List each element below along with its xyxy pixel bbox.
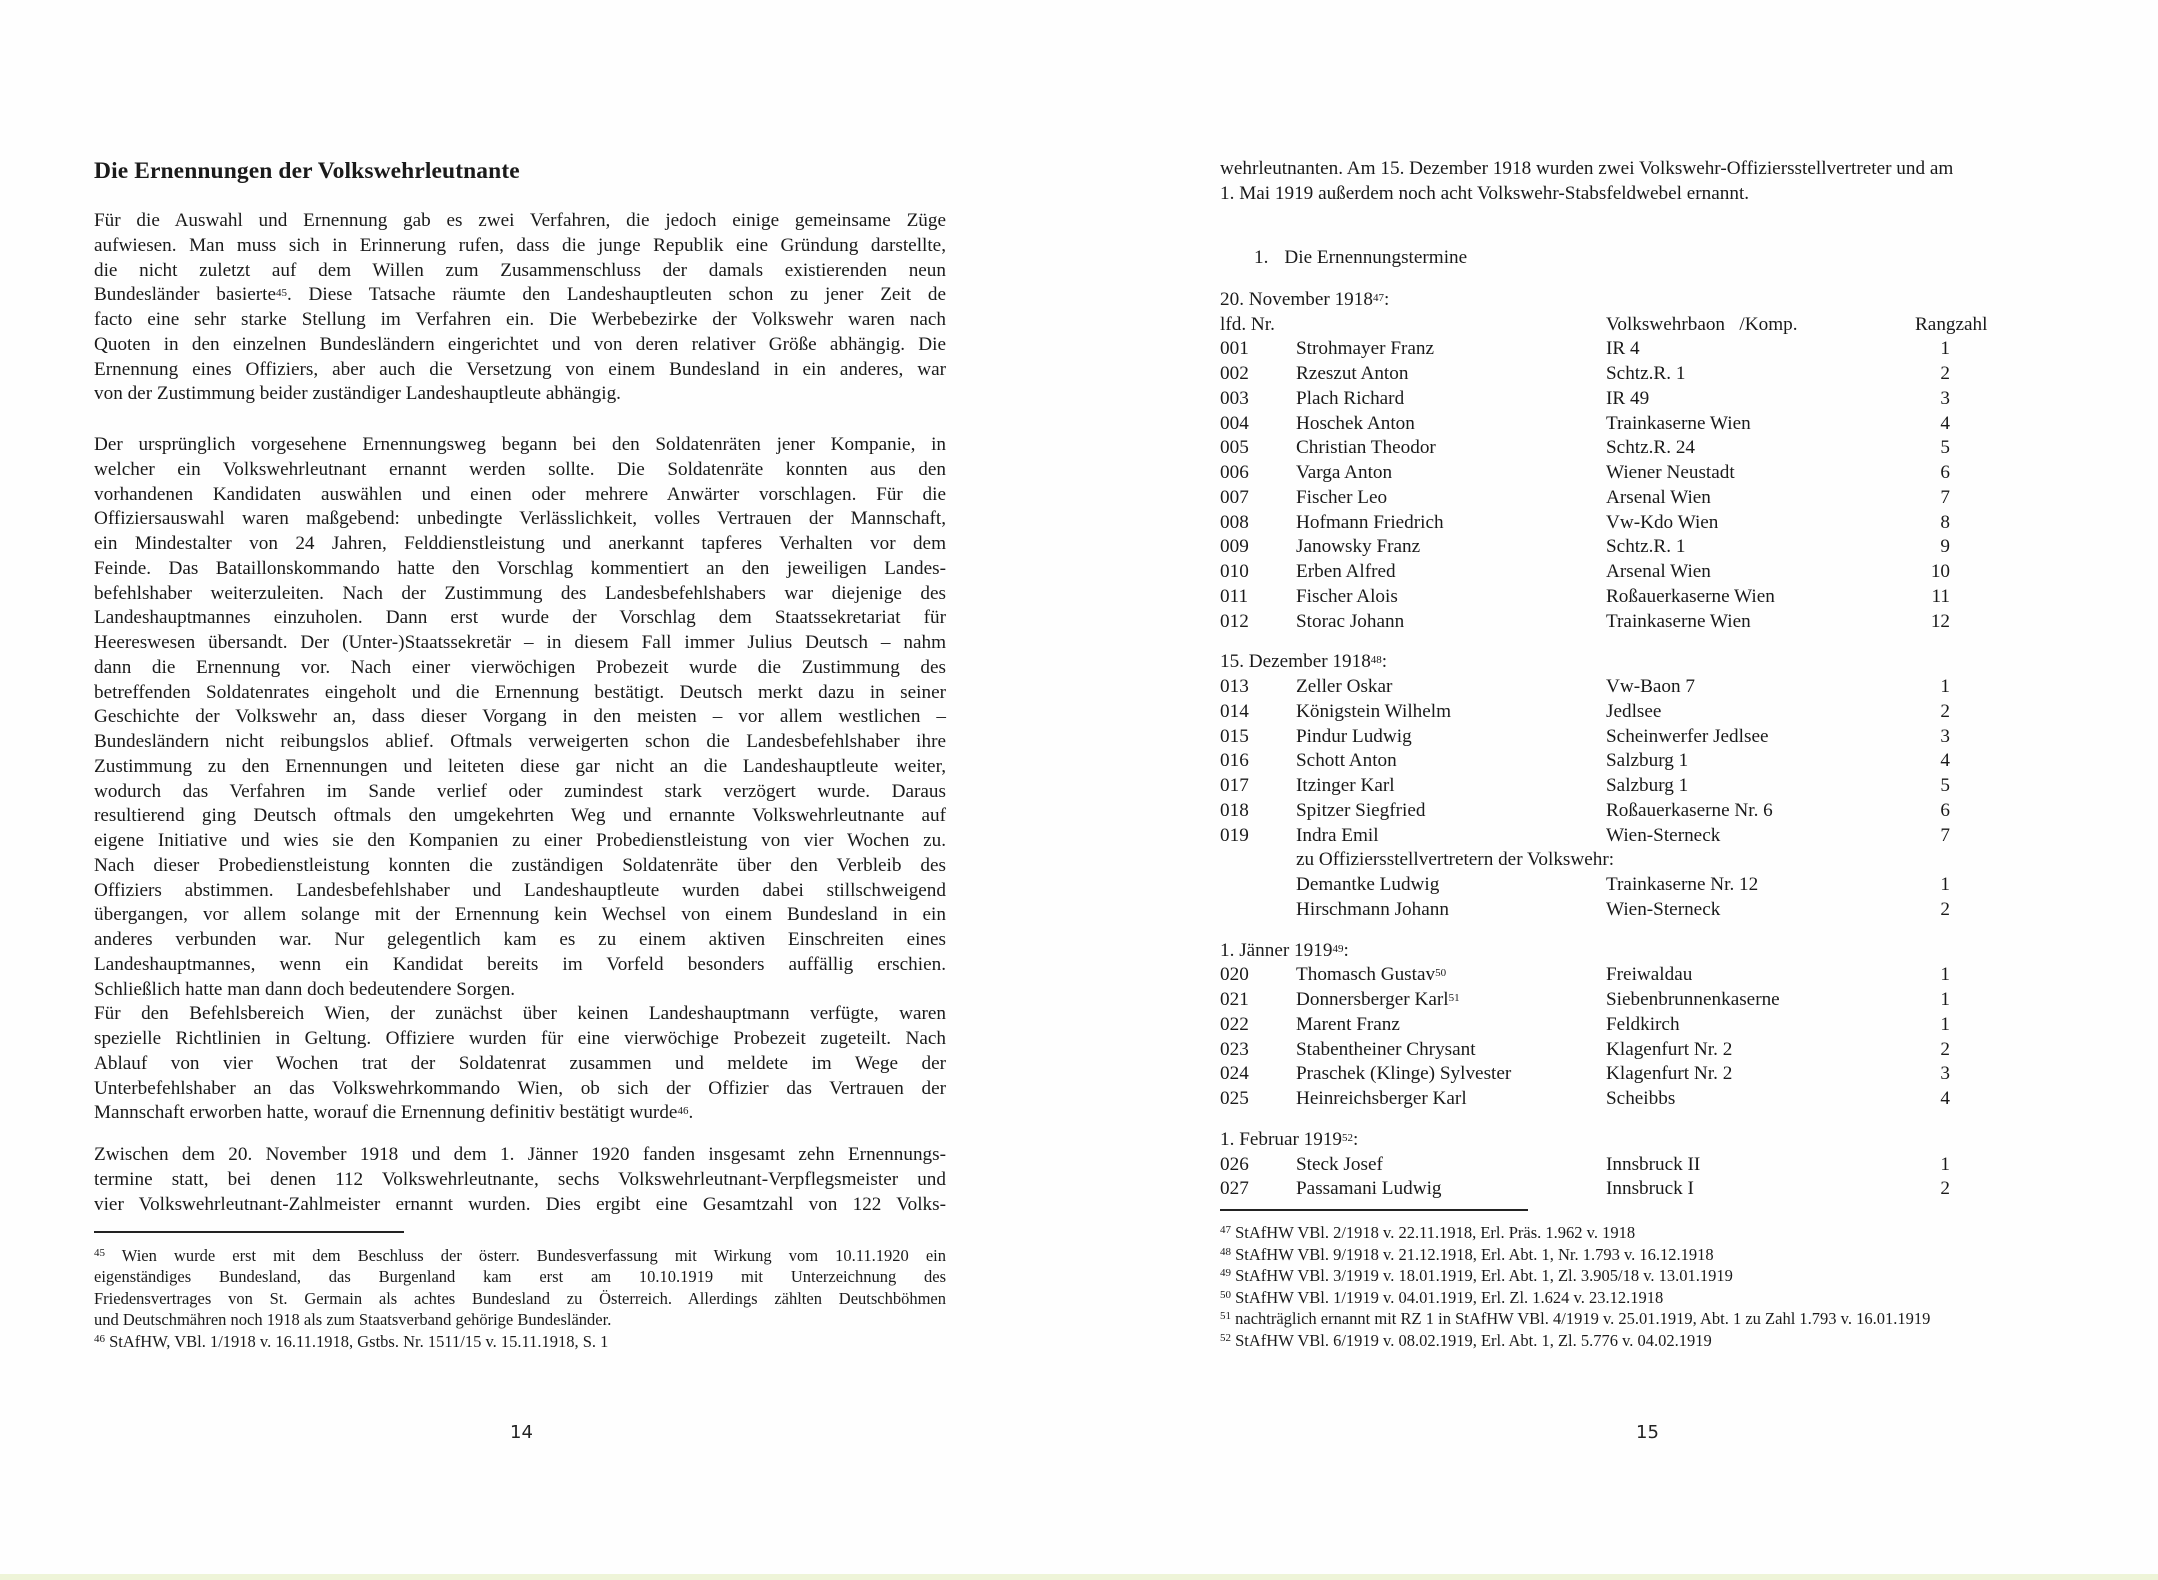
entry-unit: Innsbruck II <box>1606 1153 1701 1175</box>
footnote-ref[interactable]: 48 <box>1370 654 1382 667</box>
sub-heading: zu Offiziersstellvertretern der Volkswehr: <box>1296 849 1615 871</box>
entry-number: 023 <box>1220 1038 1249 1060</box>
table-row <box>1220 362 2080 387</box>
footnote-separator <box>1220 1209 1528 1211</box>
text-line: Offiziers abstimmen. Landesbefehlshaber und Landeshauptleute wurden dabei stillschweigend <box>94 879 946 901</box>
entry-name: Marent Franz <box>1296 1013 1400 1035</box>
entry-rank: 3 <box>1940 1063 1950 1085</box>
text-line: Quoten in den einzelnen Bundesländern eingerichtet und von deren relativer Größe abhängig. Die <box>94 333 946 355</box>
entry-number: 019 <box>1220 824 1249 846</box>
text-line: termine statt, bei denen 112 Volkswehrleutnante, sechs Volkswehrleutnant-Verpflegsmeister und <box>94 1168 946 1190</box>
entry-rank: 7 <box>1940 486 1950 508</box>
entry-name: Janowsky Franz <box>1296 536 1421 558</box>
table-row <box>1220 675 2080 700</box>
text-line: Bundesländern nicht reibungslos ablief. Oftmals verweigerten schon die Landesbefehlshaber ihre <box>94 731 946 752</box>
entry-name: Demantke Ludwig <box>1296 874 1440 895</box>
table-row <box>1220 898 2080 923</box>
entry-name: Erben Alfred <box>1296 561 1396 582</box>
text-line: spezielle Richtlinien in Geltung. Offiziere wurden für eine vierwöchige Probezeit zugeteilt. Nach <box>94 1028 946 1049</box>
footnote-line: und Deutschmähren noch 1918 als zum Staatsverband gehörige Bundesländer. <box>94 1310 612 1330</box>
header-nr: lfd. Nr. <box>1220 313 1275 335</box>
text-line: anderes verbunden war. Nur gelegentlich kam es zu einem aktiven Einschreiten eines <box>94 929 946 950</box>
footnote: $^{49}$ StAfHW VBl. 3/1919 v. 18.01.1919, Erl. Abt. 1, Zl. 3.905/18 v. 13.01.1919 <box>1220 1266 1733 1286</box>
entry-number: 010 <box>1220 561 1249 582</box>
entry-number: 017 <box>1220 775 1249 796</box>
entry-name: Fischer Leo <box>1296 486 1388 508</box>
section-number: 1. <box>1254 247 1269 268</box>
text-line: facto eine sehr starke Stellung im Verfahren ein. Die Werbebezirke der Volkswehr waren nach <box>94 309 946 330</box>
footnote-ref[interactable]: 49 <box>1332 942 1344 955</box>
table-row <box>1220 436 2080 461</box>
entry-number: 009 <box>1220 536 1249 558</box>
entry-rank: 3 <box>1940 725 1950 747</box>
text-line: eigene Initiative und wies sie den Kompanien zu einer Probedienstleistung von vier Wochen zu. <box>94 830 946 851</box>
table-row <box>1220 610 2080 635</box>
entry-name: Indra Emil <box>1296 824 1379 846</box>
table-row <box>1220 774 2080 799</box>
bottom-edge <box>0 1574 2158 1580</box>
entry-unit: Innsbruck I <box>1606 1178 1694 1200</box>
entry-rank: 7 <box>1940 824 1950 846</box>
appointment-date: 20. November 1918$^{47}$: <box>1220 288 1390 310</box>
text-line: 1. Mai 1919 außerdem noch acht Volkswehr-Stabsfeldwebel ernannt. <box>1220 182 1750 204</box>
footnote-separator <box>94 1231 404 1233</box>
entry-rank: 5 <box>1940 437 1950 459</box>
entry-unit: Arsenal Wien <box>1606 561 1711 582</box>
footnote <box>94 1245 946 1331</box>
footnote-line: eigenständiges Bundesland, das Burgenland kam erst am 10.10.1919 mit Unterzeichnung des <box>94 1267 946 1287</box>
footnote-ref[interactable]: 46 <box>94 1332 105 1345</box>
footnote-number: 47 <box>1220 1224 1231 1236</box>
entry-number: 004 <box>1220 412 1249 434</box>
table-row <box>1220 725 2080 750</box>
entry-rank: 1 <box>1940 989 1950 1010</box>
entry-number: 027 <box>1220 1178 1249 1200</box>
table-row <box>1220 799 2080 824</box>
entry-unit: Wiener Neustadt <box>1606 462 1735 483</box>
text-line: ein Mindestalter von 24 Jahren, Felddienstleistung und anerkannt tapferes Verhalten vor dem <box>94 533 946 554</box>
footnote-line: Friedensvertrages von St. Germain als achtes Bundesland zu Österreich. Allerdings zählten Deutschböhmen <box>94 1288 946 1308</box>
entry-number: 005 <box>1220 437 1249 459</box>
entry-number: 016 <box>1220 750 1249 772</box>
entry-rank: 1 <box>1940 1153 1950 1175</box>
entry-rank: 6 <box>1940 462 1950 483</box>
table-row <box>1220 1153 2080 1178</box>
entry-name: Hofmann Friedrich <box>1296 511 1444 533</box>
footnote: $^{47}$ StAfHW VBl. 2/1918 v. 22.11.1918, Erl. Präs. 1.962 v. 1918 <box>1220 1223 1636 1242</box>
entry-number: 001 <box>1220 338 1249 360</box>
table-row <box>1220 700 2080 725</box>
page-number-right: 15 <box>1636 1422 1659 1443</box>
entry-name: Stabentheiner Chrysant <box>1296 1038 1476 1060</box>
text-line: Mannschaft erworben hatte, worauf die Ernennung definitiv bestätigt wurde$^{46}$. <box>94 1102 694 1124</box>
entry-rank: 2 <box>1940 1178 1950 1200</box>
entry-number: 012 <box>1220 610 1249 632</box>
text-line: Schließlich hatte man dann doch bedeutendere Sorgen. <box>94 978 516 1000</box>
table-row <box>1220 988 2080 1013</box>
entry-number: 015 <box>1220 725 1249 747</box>
appointment-date: 15. Dezember 1918$^{48}$: <box>1220 651 1388 673</box>
footnote-number: 51 <box>1220 1310 1231 1323</box>
table-row <box>1220 535 2080 560</box>
text-line: Heereswesen übersandt. Der (Unter-)Staatssekretär – in diesem Fall immer Julius Deutsch – nahm <box>94 632 946 653</box>
footnote: $^{48}$ StAfHW VBl. 9/1918 v. 21.12.1918, Erl. Abt. 1, Nr. 1.793 v. 16.12.1918 <box>1220 1244 1714 1264</box>
footnote-ref[interactable]: 47 <box>1372 291 1384 304</box>
text-line: Feinde. Das Bataillonskommando hatte den Vorschlag kommentiert an den jeweiligen Landes- <box>94 557 946 579</box>
entry-rank: 2 <box>1940 700 1950 722</box>
text-line: Offiziersauswahl waren maßgebend: unbedingte Verlässlichkeit, volles Vertrauen der Mannschaft, <box>94 508 946 530</box>
entry-unit: Trainkaserne Nr. 12 <box>1606 874 1759 895</box>
text-line: Landeshauptmannes, wenn ein Kandidat bereits im Vorfeld besonders auffällig erschien. <box>94 953 946 975</box>
body-paragraph <box>94 209 946 407</box>
entry-rank: 1 <box>1940 874 1950 895</box>
entry-name: Hoschek Anton <box>1296 412 1415 434</box>
text-line: Geschichte der Volkswehr an, dass dieser Vorgang in den meisten – vor allem westlichen – <box>94 706 946 728</box>
footnote: $^{50}$ StAfHW VBl. 1/1919 v. 04.01.1919, Erl. Zl. 1.624 v. 23.12.1918 <box>1220 1287 1664 1307</box>
entry-unit: Klagenfurt Nr. 2 <box>1606 1063 1733 1085</box>
footnote-ref[interactable]: 52 <box>1342 1131 1354 1144</box>
footnote-number: 50 <box>1220 1288 1231 1301</box>
entry-name: Christian Theodor <box>1296 437 1436 459</box>
entry-number: 024 <box>1220 1063 1249 1085</box>
footnote: $^{52}$ StAfHW VBl. 6/1919 v. 08.02.1919, Erl. Abt. 1, Zl. 5.776 v. 04.02.1919 <box>1220 1331 1712 1350</box>
text-line: übergangen, vor allem solange mit der Ernennung kein Wechsel von einem Bundesland in ein <box>94 904 946 926</box>
entry-unit: Salzburg 1 <box>1606 775 1689 796</box>
entry-name: Zeller Oskar <box>1296 676 1393 697</box>
entry-rank: 3 <box>1940 387 1950 409</box>
entry-unit: Salzburg 1 <box>1606 750 1689 772</box>
entry-rank: 4 <box>1940 412 1950 434</box>
text-line: vier Volkswehrleutnant-Zahlmeister ernannt wurden. Dies ergibt eine Gesamtzahl von 122 Volks- <box>94 1193 946 1215</box>
entry-name: Spitzer Siegfried <box>1296 799 1426 821</box>
text-line: wehrleutnanten. Am 15. Dezember 1918 wurden zwei Volkswehr-Offiziersstellvertreter und am <box>1220 158 1954 179</box>
entry-number: 008 <box>1220 511 1249 533</box>
entry-number: 002 <box>1220 363 1249 384</box>
entry-rank: 1 <box>1940 964 1950 986</box>
entry-name: Plach Richard <box>1296 387 1405 409</box>
text-line: Ernennung eines Offiziers, aber auch die Versetzung von einem Bundesland in ein anderes, war <box>94 358 946 380</box>
text-line: Ablauf von vier Wochen trat der Soldatenrat zusammen und meldete im Wege der <box>94 1052 946 1074</box>
entry-number: 011 <box>1220 585 1249 607</box>
entry-rank: 1 <box>1940 338 1950 360</box>
entry-name: Storac Johann <box>1296 610 1405 632</box>
text-line: die nicht zuletzt auf dem Willen zum Zusammenschluss der damals existierenden neun <box>94 259 946 281</box>
text-line: resultierend ging Deutsch oftmals den umgekehrten Weg und ernannte Volkswehrleutnante auf <box>94 805 946 827</box>
table-row <box>1220 1013 2080 1038</box>
text-line: Landeshauptmannes einzuholen. Dann erst wurde der Vorschlag dem Staatssekretariat für <box>94 607 946 629</box>
entry-unit: Siebenbrunnenkaserne <box>1606 989 1780 1010</box>
entry-unit: Arsenal Wien <box>1606 486 1711 508</box>
text-line: vorhandenen Kandidaten auswählen und einen oder mehrere Anwärter vorschlagen. Für die <box>94 483 946 505</box>
entry-unit: Schtz.R. 1 <box>1606 536 1686 558</box>
entry-number: 003 <box>1220 387 1249 409</box>
entry-unit: Wien-Sterneck <box>1606 898 1721 920</box>
text-line: Zustimmung zu den Ernennungen und leiteten diese gar nicht an die Landeshauptleute weiter, <box>94 755 946 777</box>
entry-unit: Schtz.R. 24 <box>1606 437 1696 459</box>
text-line: dann die Ernennung vor. Nach einer vierwöchigen Probezeit wurde die Zustimmung des <box>94 656 946 678</box>
entry-rank: 4 <box>1940 1088 1950 1109</box>
entry-rank: 2 <box>1940 1038 1950 1060</box>
footnote-number: 49 <box>1220 1267 1231 1280</box>
entry-unit: Trainkaserne Wien <box>1606 610 1751 632</box>
entry-rank: 9 <box>1940 536 1950 558</box>
entry-rank: 10 <box>1930 561 1950 582</box>
entry-name: Rzeszut Anton <box>1296 363 1409 384</box>
entry-number: 021 <box>1220 989 1249 1010</box>
entry-number: 026 <box>1220 1153 1249 1175</box>
footnote-ref[interactable]: 51 <box>1448 992 1460 1004</box>
text-line: befehlshaber weiterzuleiten. Nach der Zustimmung des Landesbefehlshabers war diejenige des <box>94 582 946 604</box>
text-line: betreffenden Soldatenrates eingeholt und die Ernennung bestätigt. Deutsch merkt dazu in seiner <box>94 681 946 703</box>
table-row <box>1220 461 2080 486</box>
footnote-number: 48 <box>1220 1245 1231 1258</box>
table-row <box>1220 1062 2080 1087</box>
entry-rank: 11 <box>1931 585 1950 607</box>
text-line: Der ursprünglich vorgesehene Ernennungsweg begann bei den Soldatenräten jener Kompanie, in <box>94 434 946 455</box>
text-line: wodurch das Verfahren im Sande verlief oder zumindest stark verzögert wurde. Daraus <box>94 780 946 802</box>
text-line: Nach dieser Probedienstleistung konnten die zuständigen Soldatenräte über den Verbleib des <box>94 854 946 876</box>
footnote-line: $^{46}$ StAfHW, VBl. 1/1918 v. 16.11.1918, Gstbs. Nr. 1511/15 v. 15.11.1918, S. 1 <box>94 1331 609 1351</box>
table-row <box>1220 824 2080 849</box>
entry-unit: Vw-Baon 7 <box>1606 676 1695 697</box>
chapter-heading: Die Ernennungen der Volkswehrleutnante <box>94 158 520 184</box>
entry-name: Steck Josef <box>1296 1153 1383 1175</box>
entry-name: Heinreichsberger Karl <box>1296 1088 1467 1109</box>
entry-name: Passamani Ludwig <box>1296 1178 1442 1200</box>
table-header <box>1220 313 2080 338</box>
entry-unit: Scheibbs <box>1606 1088 1676 1109</box>
entry-rank: 2 <box>1940 363 1950 384</box>
footnote-ref[interactable]: 46 <box>677 1105 689 1118</box>
entry-number: 022 <box>1220 1013 1249 1035</box>
text-line: Unterbefehlshaber an das Volkswehrkommando Wien, ob sich der Offizier das Vertrauen der <box>94 1077 946 1099</box>
table-row <box>1220 873 2080 898</box>
entry-name: Fischer Alois <box>1296 585 1398 607</box>
footnote-number: 52 <box>1220 1332 1231 1344</box>
entry-name: Pindur Ludwig <box>1296 725 1412 747</box>
entry-rank: 5 <box>1940 775 1950 796</box>
entry-name: Itzinger Karl <box>1296 775 1395 796</box>
appointment-date: 1. Jänner 1919$^{49}$: <box>1220 939 1349 961</box>
entry-name: Strohmayer Franz <box>1296 338 1435 360</box>
entry-number: 013 <box>1220 676 1249 697</box>
appointment-date: 1. Februar 1919$^{52}$: <box>1220 1128 1359 1150</box>
header-rank: Rangzahl <box>1915 313 1988 335</box>
body-paragraph <box>94 1143 946 1217</box>
text-line: Zwischen dem 20. November 1918 und dem 1. Jänner 1920 fanden insgesamt zehn Ernennungs- <box>94 1144 946 1165</box>
page-number-left: 14 <box>510 1422 533 1443</box>
text-line: aufwiesen. Man muss sich in Erinnerung rufen, dass die junge Republik eine Gründung darstellte, <box>94 234 946 256</box>
section-title: Die Ernennungstermine <box>1284 247 1468 268</box>
entry-name: Königstein Wilhelm <box>1296 700 1452 722</box>
text-line: Bundesländer basierte$^{45}$. Diese Tatsache räumte den Landeshauptleuten schon zu jener Zeit de <box>94 284 946 306</box>
table-row <box>1220 337 2080 362</box>
entry-unit: IR 49 <box>1606 387 1650 409</box>
header-unit: Volkswehrbaon /Komp. <box>1606 313 1798 335</box>
entry-rank: 2 <box>1940 898 1950 920</box>
section-heading <box>1254 246 1467 271</box>
entry-name: Donnersberger Karl$^{51}$ <box>1296 989 1460 1010</box>
body-paragraph <box>94 433 946 1002</box>
footnote-line: $^{45}$ Wien wurde erst mit dem Beschluss der österr. Bundesverfassung mit Wirkung vom 10.11.1920 ein <box>94 1246 946 1265</box>
entry-unit: Jedlsee <box>1606 700 1662 722</box>
entry-unit: Feldkirch <box>1606 1013 1680 1035</box>
entry-name: Praschek (Klinge) Sylvester <box>1296 1063 1512 1085</box>
entry-rank: 1 <box>1940 676 1950 697</box>
footnote-ref[interactable]: 45 <box>94 1247 105 1259</box>
table-row <box>1220 560 2080 585</box>
entry-unit: Wien-Sterneck <box>1606 824 1721 846</box>
entry-rank: 1 <box>1940 1013 1950 1035</box>
entry-number: 025 <box>1220 1088 1249 1109</box>
entry-name: Varga Anton <box>1296 462 1393 483</box>
table-row <box>1220 585 2080 610</box>
table-row <box>1220 511 2080 536</box>
footnote <box>94 1331 946 1352</box>
entry-unit: Roßauerkaserne Nr. 6 <box>1606 799 1773 821</box>
entry-rank: 6 <box>1940 799 1950 821</box>
table-row <box>1220 963 2080 988</box>
footnote-ref[interactable]: 50 <box>1435 967 1447 980</box>
entry-rank: 12 <box>1930 610 1950 632</box>
table-row <box>1220 1038 2080 1063</box>
text-line: von der Zustimmung beider zuständiger Landeshauptleute abhängig. <box>94 383 621 405</box>
table-row <box>1220 387 2080 412</box>
text-line: Für den Befehlsbereich Wien, der zunächst über keinen Landeshauptmann verfügte, waren <box>94 1003 946 1025</box>
table-row <box>1220 749 2080 774</box>
footnote: $^{51}$ nachträglich ernannt mit RZ 1 in StAfHW VBl. 4/1919 v. 25.01.1919, Abt. 1 zu Zahl 1.793 v. 16.01.1919 <box>1220 1309 1931 1329</box>
footnote-ref[interactable]: 45 <box>275 287 287 300</box>
entry-number: 020 <box>1220 964 1249 986</box>
entry-unit: Roßauerkaserne Wien <box>1606 585 1775 607</box>
entry-rank: 4 <box>1940 750 1950 772</box>
entry-rank: 8 <box>1940 511 1950 533</box>
entry-number: 014 <box>1220 700 1249 722</box>
entry-unit: Trainkaserne Wien <box>1606 412 1751 434</box>
entry-name: Schott Anton <box>1296 750 1397 772</box>
table-row <box>1220 1177 2080 1202</box>
body-paragraph <box>94 1002 946 1126</box>
entry-unit: Klagenfurt Nr. 2 <box>1606 1038 1733 1060</box>
entry-number: 007 <box>1220 486 1249 508</box>
text-line: welcher ein Volkswehrleutnant ernannt werden sollte. Die Soldatenräte konnten aus den <box>94 458 946 480</box>
entry-unit: Vw-Kdo Wien <box>1606 511 1719 533</box>
table-row <box>1220 412 2080 437</box>
entry-name: Hirschmann Johann <box>1296 898 1449 920</box>
text-line: Für die Auswahl und Ernennung gab es zwei Verfahren, die jedoch einige gemeinsame Züge <box>94 210 946 231</box>
entry-name: Thomasch Gustav$^{50}$ <box>1296 964 1447 986</box>
entry-unit: Freiwaldau <box>1606 964 1693 986</box>
entry-number: 006 <box>1220 462 1249 483</box>
entry-unit: Schtz.R. 1 <box>1606 363 1686 384</box>
entry-unit: Scheinwerfer Jedlsee <box>1606 725 1769 747</box>
table-row <box>1220 486 2080 511</box>
entry-unit: IR 4 <box>1606 338 1640 360</box>
table-row <box>1220 1087 2080 1112</box>
entry-number: 018 <box>1220 799 1249 821</box>
